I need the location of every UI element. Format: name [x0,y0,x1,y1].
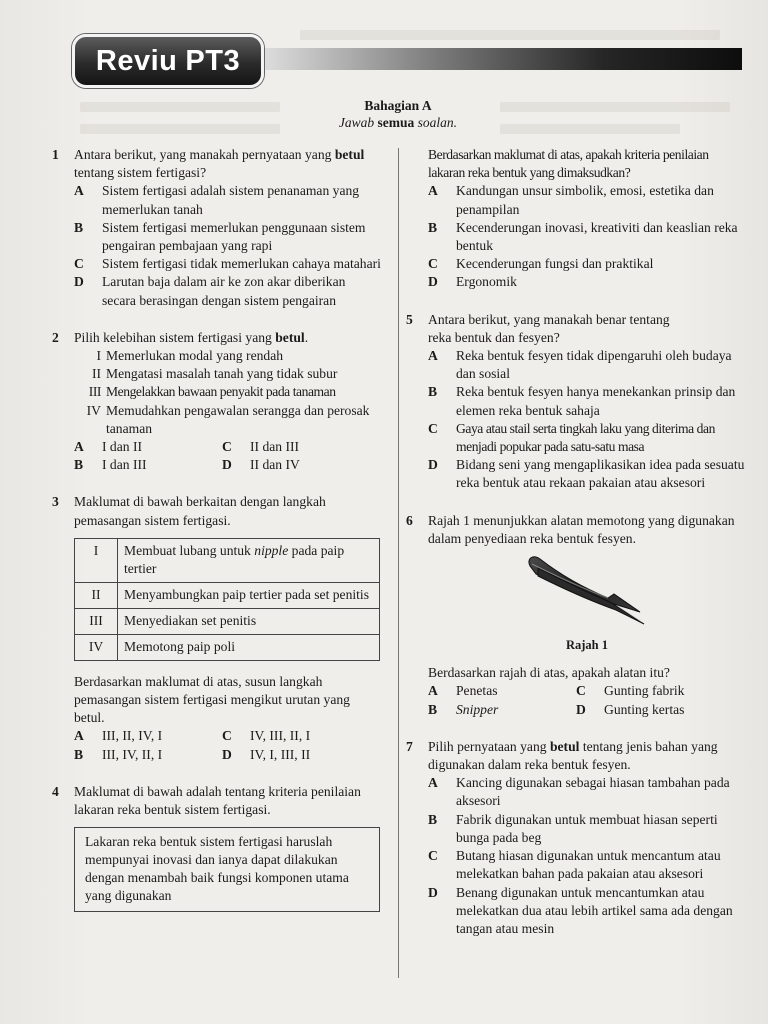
option-letter: B [74,219,84,235]
answer-option[interactable] [428,420,746,456]
roman-item [74,383,382,401]
table-row [75,582,380,608]
option-text: Ergonomik [456,274,517,290]
table-row [75,608,380,634]
instr-italic: Jawab [338,115,375,130]
show-through [300,30,720,40]
question-4 [52,783,382,912]
answer-option[interactable] [428,383,746,419]
question-stem [428,738,746,774]
question-stem: Maklumat di bawah adalah tentang kriteria penilaian lakaran reka bentuk sistem fertigasi. [74,783,361,818]
answer-option[interactable] [74,219,382,255]
stem-keyword: betul [334,147,365,162]
answer-options-grid [74,438,382,474]
question-1 [52,146,382,310]
option-letter: D [74,274,84,290]
option-text[interactable]: Penetas [456,683,498,699]
column-divider [398,148,399,978]
question-stem-line-2: reka bentuk dan fesyen? [428,329,560,345]
cell-text: Membuat lubang untuk [124,542,255,558]
option-letter: A [428,348,438,364]
option-letter: B [428,219,438,235]
answer-options-grid [428,682,746,718]
question-stem [74,329,382,347]
show-through [80,124,280,134]
question-stem [74,146,382,182]
answer-option[interactable] [428,347,746,383]
option-letter[interactable]: D [222,457,232,473]
show-through [80,102,280,112]
option-text: Kancing digunakan sebagai hiasan tambahan pada aksesori [456,775,730,809]
table-cell-roman: III [75,608,118,634]
option-letter: A [74,183,84,199]
question-number: 2 [52,329,59,345]
option-letter[interactable]: B [428,701,438,717]
question-6 [406,512,746,719]
snipper-image [522,554,652,632]
answer-option[interactable] [428,182,746,218]
answer-option[interactable] [74,182,382,218]
option-text: Sistem fertigasi adalah sistem penanaman yang memerlukan tanah [102,183,360,217]
section-instruction [300,114,496,131]
question-7 [406,738,746,938]
roman-numeral: IV [86,402,101,418]
option-text[interactable]: Gunting fabrik [604,683,685,699]
table-cell-text: Memotong paip poli [118,634,380,660]
badge-level: PT3 [185,44,241,77]
option-text: Gaya atau stail serta tingkah laku yang diterima dan menjadi popukar pada satu-satu masa [456,420,715,455]
stem-text-end: tentang jenis bahan yang digunakan dalam reka bentuk fesyen. [428,738,718,773]
question-stem: Rajah 1 menunjukkan alatan memotong yang digunakan dalam penyediaan reka bentuk fesyen. [428,512,735,546]
option-letter[interactable]: A [428,683,438,699]
stem-text-end: . [304,329,309,345]
option-letter[interactable]: A [74,439,84,455]
table-cell-roman: IV [75,634,118,660]
instr-italic-end: soalan. [417,115,458,130]
answer-options-grid [74,727,382,763]
option-letter[interactable]: B [74,457,84,473]
option-letter: B [428,811,438,827]
question-number: 4 [52,783,59,799]
answer-option[interactable] [428,219,746,255]
stem-text: Antara berikut, yang manakah pernyataan yang [74,147,332,162]
option-text: Butang hiasan digunakan untuk mencantum atau melekatkan bahan pada pakaian atau aksesori [456,848,721,882]
option-text: Sistem fertigasi memerlukan penggunaan sistem pengairan pembajaan yang rapi [102,219,366,254]
option-letter: C [428,848,438,864]
badge-word: Reviu [95,44,178,77]
roman-text: Mengatasi masalah tanah yang tidak subur [106,366,338,382]
option-text: Fabrik digunakan untuk membuat hiasan seperti bunga pada beg [456,811,718,845]
question-number: 1 [52,147,59,162]
question-prompt: Berdasarkan rajah di atas, apakah alatan itu? [428,665,670,681]
roman-numeral: II [91,366,101,382]
answer-option[interactable] [428,847,746,883]
answer-option[interactable] [428,255,746,273]
cell-italic: nipple [254,542,289,558]
roman-text: Memerlukan modal yang rendah [106,348,284,364]
table-cell-text: Menyediakan set penitis [118,608,380,634]
stem-text-end: tentang sistem fertigasi? [74,165,207,181]
roman-item [74,402,382,438]
answer-option[interactable] [428,811,746,847]
header-badge [72,34,264,88]
answer-option[interactable] [428,456,746,492]
option-letter: C [74,256,84,272]
roman-item [74,365,382,383]
table-cell-roman: II [75,582,118,608]
option-text[interactable]: II dan III [250,439,300,455]
option-text[interactable]: IV, III, II, I [250,728,311,744]
option-letter: B [428,384,438,400]
figure [428,554,746,632]
show-through [500,124,680,134]
question-5 [406,311,746,493]
option-text: Kecenderungan fungsi dan praktikal [456,256,654,272]
option-letter[interactable]: A [74,728,84,744]
question-number: 3 [52,494,59,510]
answer-option[interactable] [74,255,382,273]
question-number: 7 [406,738,413,754]
option-text: Kecenderungan inovasi, kreativiti dan keaslian reka bentuk [456,219,738,254]
steps-table [74,538,380,661]
option-text[interactable]: III, II, IV, I [102,728,163,744]
option-text[interactable]: IV, I, III, II [250,746,311,762]
option-text: Larutan baja dalam air ke zon akar diberikan secara berasingan dengan sistem pengairan [102,274,346,308]
question-prompt: Berdasarkan maklumat di atas, apakah kriteria penilaian lakaran reka bentuk yang dimaksudkan? [428,147,709,181]
answer-option[interactable] [428,774,746,810]
stem-text: Pilih kelebihan sistem fertigasi yang [74,329,272,345]
stem-keyword: betul [275,329,305,345]
header-banner-bar [190,48,742,70]
option-letter: A [428,775,438,791]
roman-text: Memudahkan pengawalan serangga dan perosak tanaman [106,402,370,436]
option-letter: C [428,256,438,272]
roman-numeral: I [96,348,101,364]
question-number: 6 [406,512,413,528]
option-text[interactable]: I dan III [102,457,147,473]
option-text: Reka bentuk fesyen hanya menekankan prinsip dan elemen reka bentuk sahaja [456,384,736,418]
info-box: Lakaran reka bentuk sistem fertigasi haruslah mempunyai inovasi dan ianya dapat dilakukan dengan menambah baik fungsi komponen utama yang digunakan [74,827,380,912]
option-letter: D [428,884,438,900]
answer-option[interactable] [74,273,382,309]
cell-text-end: pada paip tertier [124,542,345,576]
option-text[interactable]: II dan IV [250,457,300,473]
question-stem-line-1: Antara berikut, yang manakah benar tentang [428,311,670,327]
option-letter: A [428,183,438,199]
option-letter[interactable]: C [576,683,586,699]
roman-text: Mengelakkan bawaan penyakit pada tanaman [106,384,336,400]
option-letter[interactable]: D [222,746,232,762]
instr-bold: semua [377,115,415,130]
option-letter: C [428,420,438,436]
option-letter: D [428,274,438,290]
section-title: Bahagian A [364,98,432,113]
option-text: Kandungan unsur simbolik, emosi, estetika dan penampilan [456,183,714,217]
table-cell-text: Menyambungkan paip tertier pada set penitis [118,582,380,608]
stem-keyword: betul [549,738,580,754]
table-row [75,538,380,582]
table-cell-roman: I [75,538,118,582]
right-column [406,146,746,938]
left-column [52,146,382,912]
show-through [500,102,730,112]
option-letter[interactable]: D [576,701,586,717]
option-letter[interactable]: C [222,439,232,455]
question-3 [52,493,382,763]
answer-option[interactable] [428,273,746,291]
question-2 [52,329,382,475]
option-text[interactable]: III, IV, II, I [102,746,163,762]
option-text[interactable]: Snipper [456,701,499,717]
option-text: Bidang seni yang mengaplikasikan idea pada sesuatu reka bentuk atau rekaan pakaian atau aksesori [456,457,745,491]
option-text[interactable]: I dan II [102,439,143,455]
section-heading [300,97,496,131]
stem-text: Pilih pernyataan yang [428,738,547,754]
answer-option[interactable] [428,884,746,939]
option-letter: D [428,457,438,473]
table-row [75,634,380,660]
option-text[interactable]: Gunting kertas [604,701,685,717]
option-letter[interactable]: C [222,728,232,744]
question-prompt: Berdasarkan maklumat di atas, susun langkah pemasangan sistem fertigasi mengikut urutan yang betul. [74,673,350,726]
question-4-continued [406,146,746,292]
figure-caption: Rajah 1 [565,638,609,653]
table-cell-text [118,538,380,582]
roman-numeral: III [88,384,101,400]
option-text: Reka bentuk fesyen tidak dipengaruhi oleh budaya dan sosial [456,348,732,382]
option-text: Sistem fertigasi tidak memerlukan cahaya matahari [102,256,381,272]
question-number-spacer [406,146,428,292]
option-letter[interactable]: B [74,746,84,762]
question-number: 5 [406,311,413,327]
roman-item [74,347,382,365]
question-stem: Maklumat di bawah berkaitan dengan langkah pemasangan sistem fertigasi. [74,494,326,528]
option-text: Benang digunakan untuk mencantumkan atau melekatkan dua atau lebih artikel sama ada dengan tangan atau mesin [456,884,733,936]
